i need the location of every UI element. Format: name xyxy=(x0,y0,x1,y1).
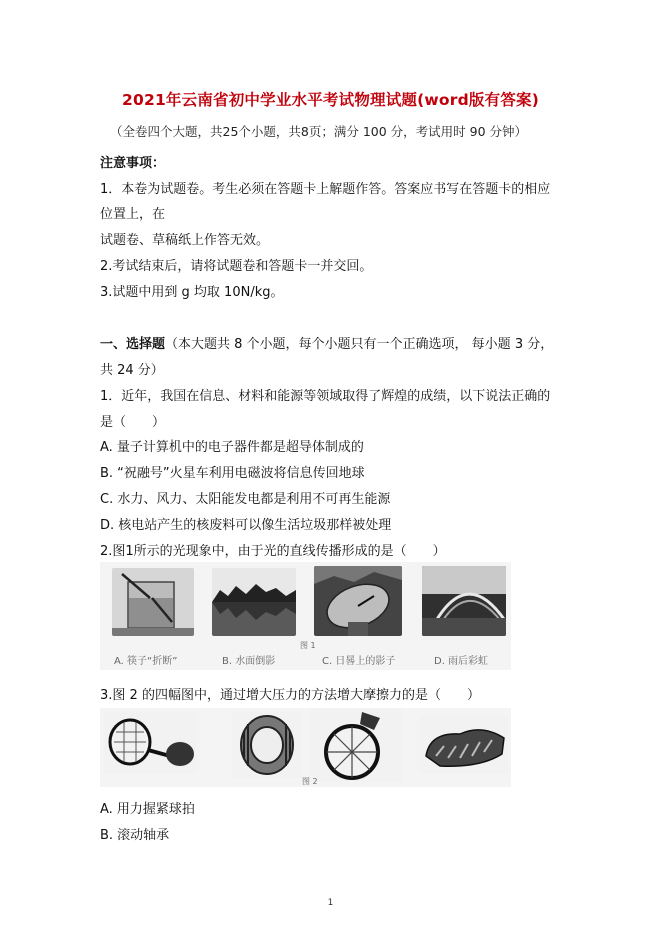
photo-bicycle-brake xyxy=(310,708,402,782)
photo-rainbow xyxy=(422,566,506,636)
q2-stem: 2.图1所示的光现象中，由于光的直线传播形成的是（ ） xyxy=(100,544,446,559)
photo-water-reflection xyxy=(212,568,296,636)
figure-1-caption-b: B. 水面倒影 xyxy=(222,656,276,667)
notice-item-2: 2.考试结束后，请将试题卷和答题卡一并交回。 xyxy=(100,259,373,274)
notice-heading: 注意事项： xyxy=(100,156,166,171)
photo-racket xyxy=(104,712,196,774)
section-instructions: （本大题共 8 个小题，每个小题只有一个正确选项， 每小题 3 分， xyxy=(165,337,554,352)
section-heading xyxy=(100,333,553,352)
q3-option-a: A. 用力握紧球拍 xyxy=(100,802,195,817)
q1-option-a: A. 量子计算机中的电子器件都是超导体制成的 xyxy=(100,440,364,455)
notice-item-1: 1．本卷为试题卷。考生必须在答题卡上解题作答。答案应书写在答题卡的相应 xyxy=(100,182,551,197)
q3-option-b: B. 滚动轴承 xyxy=(100,828,170,843)
q3-stem: 3.图 2 的四幅图中，通过增大压力的方法增大摩擦力的是（ ） xyxy=(100,688,480,703)
q1-stem: 1．近年，我国在信息、材料和能源等领域取得了辉煌的成绩，以下说法正确的 xyxy=(100,389,551,404)
photo-shoe-sole xyxy=(420,716,508,774)
figure-2 xyxy=(100,708,511,787)
figure-1-caption-d: D. 雨后彩虹 xyxy=(434,656,489,667)
section-instructions-cont: 共 24 分） xyxy=(100,363,164,378)
q1-stem-cont: 是（ ） xyxy=(100,415,166,430)
notice-item-1-cont: 位置上，在 xyxy=(100,207,166,222)
figure-2-label: 图 2 xyxy=(302,777,318,786)
photo-chopstick-glass xyxy=(112,568,194,636)
notice-item-1-cont2: 试题卷、草稿纸上作答无效。 xyxy=(100,233,270,248)
photo-sundial xyxy=(314,566,402,636)
q1-option-d: D. 核电站产生的核废料可以像生活垃圾那样被处理 xyxy=(100,518,392,533)
document-title: 2021年云南省初中学业水平考试物理试题(word版有答案) xyxy=(121,91,540,109)
q1-option-b: B. “祝融号”火星车利用电磁波将信息传回地球 xyxy=(100,466,365,481)
figure-1-caption-a: A. 筷子“折断” xyxy=(114,656,178,667)
figure-1 xyxy=(100,562,511,670)
figure-1-label: 图 1 xyxy=(300,641,316,650)
notice-item-3: 3.试题中用到 g 均取 10N/kg。 xyxy=(100,285,284,300)
section-title: 一、选择题 xyxy=(100,337,166,352)
page-number: 1 xyxy=(327,898,334,908)
q1-option-c: C. 水力、风力、太阳能发电都是利用不可再生能源 xyxy=(100,492,391,507)
figure-1-caption-c: C. 日晷上的影子 xyxy=(322,656,396,667)
photo-bearing xyxy=(232,712,302,778)
exam-info: （全卷四个大题，共25个小题，共8页；满分 100 分，考试用时 90 分钟） xyxy=(110,124,528,139)
